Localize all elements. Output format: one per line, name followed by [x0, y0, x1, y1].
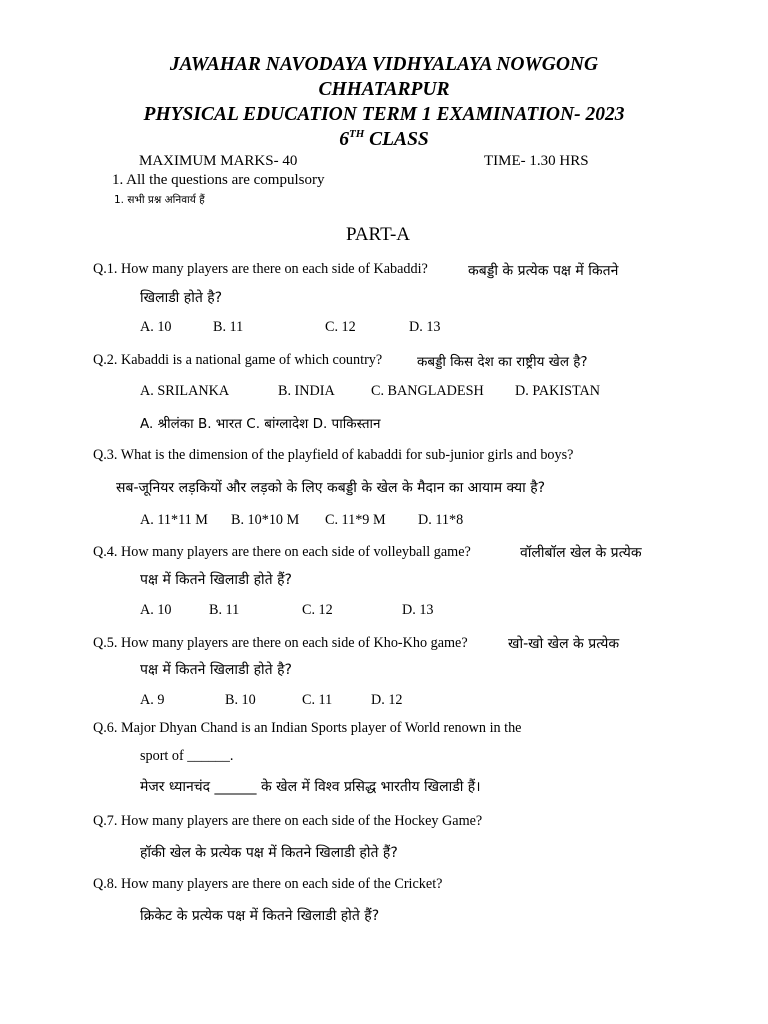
- q1-option-b: B. 11: [213, 319, 244, 335]
- question-1-hindi: कबड्डी के प्रत्येक पक्ष में कितने: [468, 263, 619, 279]
- instruction-hindi: 1. सभी प्रश्न अनिवार्य हैं: [114, 194, 205, 206]
- q5-option-c: C. 11: [302, 692, 333, 708]
- question-4-hindi: वॉलीबॉल खेल के प्रत्येक: [520, 545, 642, 561]
- q1-option-d: D. 13: [409, 319, 441, 335]
- question-4-hindi-cont: पक्ष में कितने खिलाडी होते हैं?: [140, 572, 292, 588]
- q5-option-a: A. 9: [140, 692, 165, 708]
- part-title: PART-A: [346, 224, 410, 245]
- q5-option-b: B. 10: [225, 692, 256, 708]
- q2-option-a: A. SRILANKA: [140, 383, 230, 399]
- q3-option-c: C. 11*9 M: [325, 512, 386, 528]
- class-number: 6: [339, 129, 349, 150]
- question-6-text-cont: sport of ______.: [140, 748, 234, 764]
- question-6-text: Q.6. Major Dhyan Chand is an Indian Sports player of World renown in the: [93, 720, 522, 736]
- question-1-text: Q.1. How many players are there on each side of Kabaddi?: [93, 261, 428, 277]
- q3-option-b: B. 10*10 M: [231, 512, 300, 528]
- class-title: [0, 127, 768, 152]
- question-8-hindi: क्रिकेट के प्रत्येक पक्ष में कितने खिलाडी होते हैं?: [140, 908, 380, 924]
- q2-option-c: C. BANGLADESH: [371, 383, 484, 399]
- question-7-text: Q.7. How many players are there on each side of the Hockey Game?: [93, 813, 483, 829]
- class-word: CLASS: [364, 129, 429, 150]
- question-3-hindi: सब-जूनियर लड़कियों और लड़को के लिए कबड्डी के खेल के मैदान का आयाम क्या है?: [116, 480, 546, 496]
- question-8-text: Q.8. How many players are there on each side of the Cricket?: [93, 876, 443, 892]
- q2-option-d: D. PAKISTAN: [515, 383, 601, 399]
- max-marks: MAXIMUM MARKS- 40: [139, 153, 298, 169]
- question-2-hindi: कबड्डी किस देश का राष्ट्रीय खेल है?: [417, 354, 588, 370]
- q4-option-b: B. 11: [209, 602, 240, 618]
- q4-option-d: D. 13: [402, 602, 434, 618]
- exam-title: PHYSICAL EDUCATION TERM 1 EXAMINATION- 2023: [143, 104, 625, 125]
- class-superscript: TH: [348, 128, 365, 140]
- question-4-text: Q.4. How many players are there on each side of volleyball game?: [93, 544, 471, 560]
- q3-option-d: D. 11*8: [418, 512, 464, 528]
- question-5-hindi-cont: पक्ष में कितने खिलाडी होते है?: [140, 662, 292, 678]
- question-2-text: Q.2. Kabaddi is a national game of which country?: [93, 352, 383, 368]
- q1-option-a: A. 10: [140, 319, 172, 335]
- q4-option-a: A. 10: [140, 602, 172, 618]
- school-name: JAWAHAR NAVODAYA VIDHYALAYA NOWGONG: [169, 54, 599, 75]
- question-6-hindi: मेजर ध्यानचंद ______ के खेल में विश्व प्रसिद्ध भारतीय खिलाडी हैं।: [140, 779, 481, 795]
- q2-options-hindi: A. श्रीलंका B. भारत C. बांग्लादेश D. पाकिस्तान: [140, 416, 381, 432]
- q4-option-c: C. 12: [302, 602, 333, 618]
- q1-option-c: C. 12: [325, 319, 356, 335]
- q5-option-d: D. 12: [371, 692, 403, 708]
- exam-time: TIME- 1.30 HRS: [484, 153, 589, 169]
- question-7-hindi: हॉकी खेल के प्रत्येक पक्ष में कितने खिलाडी होते हैं?: [140, 845, 398, 861]
- instruction-english: 1. All the questions are compulsory: [112, 172, 325, 188]
- question-5-hindi: खो-खो खेल के प्रत्येक: [508, 636, 620, 652]
- question-5-text: Q.5. How many players are there on each side of Kho-Kho game?: [93, 635, 468, 651]
- question-1-hindi-cont: खिलाडी होते है?: [140, 290, 223, 306]
- school-location: CHHATARPUR: [318, 79, 450, 100]
- exam-header: [0, 52, 768, 152]
- question-3-text: Q.3. What is the dimension of the playfield of kabaddi for sub-junior girls and boys?: [93, 447, 574, 463]
- q3-option-a: A. 11*11 M: [140, 512, 208, 528]
- q2-option-b: B. INDIA: [278, 383, 335, 399]
